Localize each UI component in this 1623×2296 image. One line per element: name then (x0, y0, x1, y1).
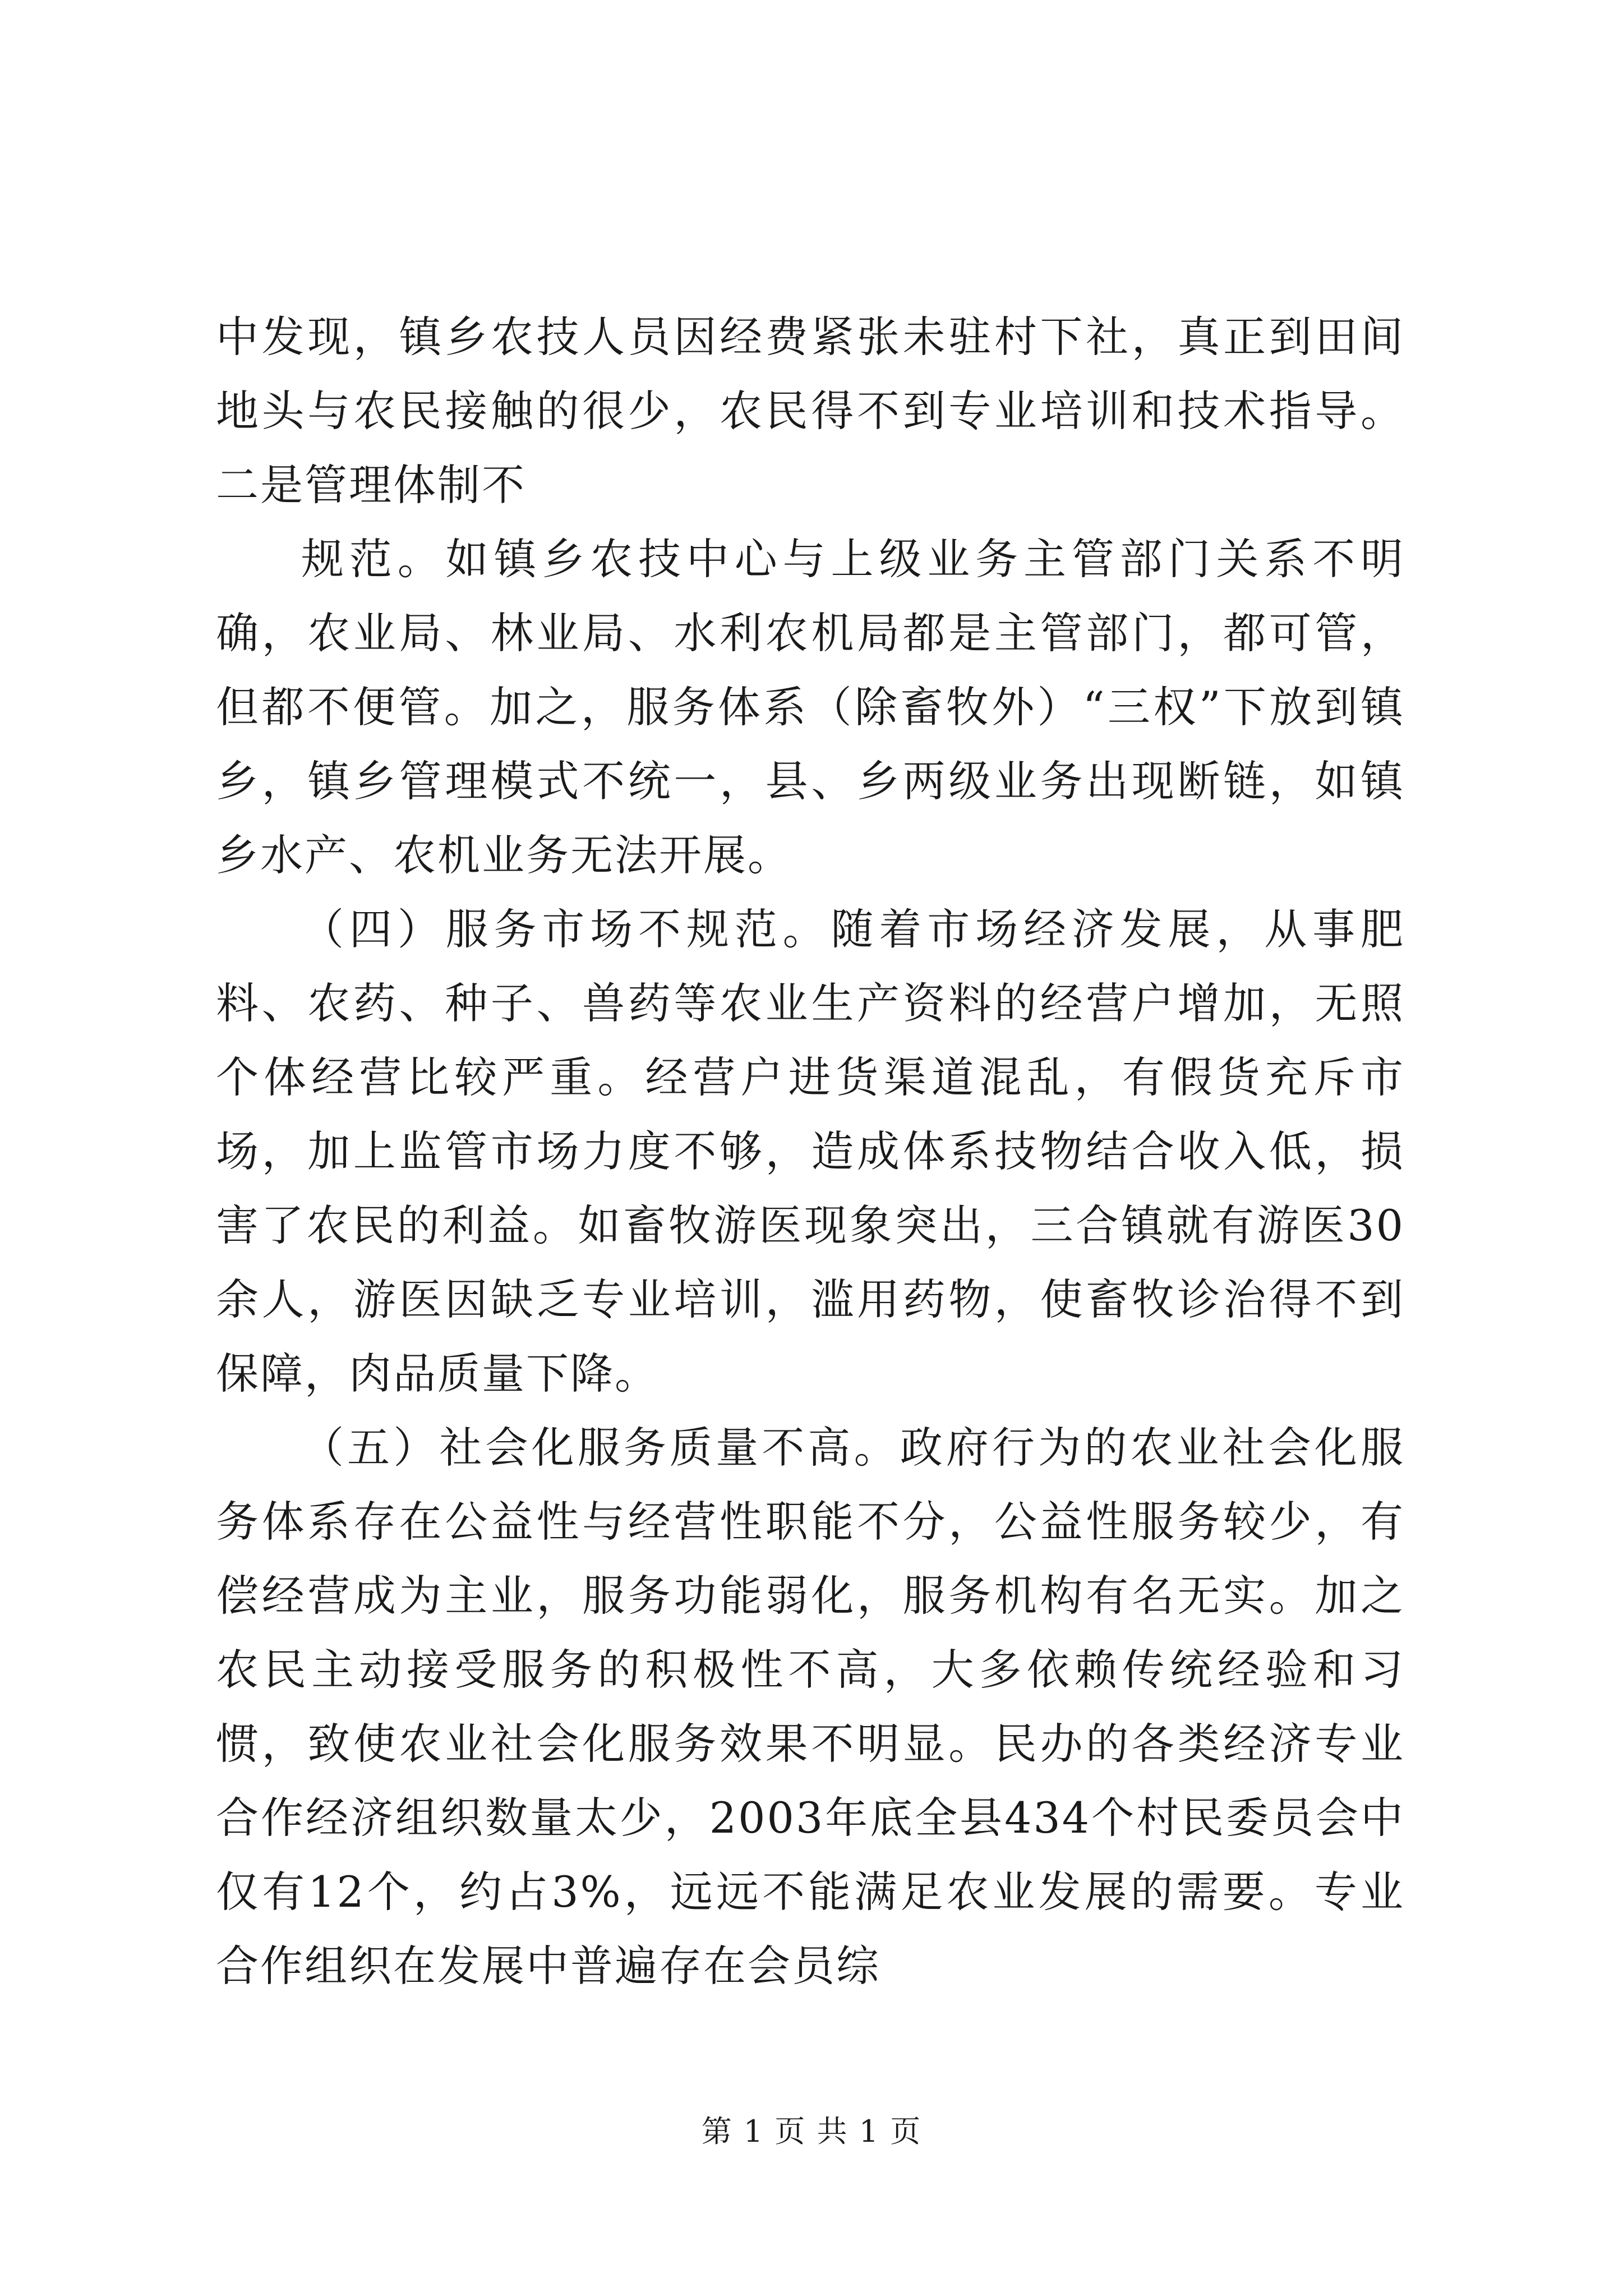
document-body (216, 300, 1405, 2003)
paragraph-3: （四）服务市场不规范。随着市场经济发展，从事肥料、农药、种子、兽药等农业生产资料的经营户增加，无照个体经营比较严重。经营户进货渠道混乱，有假货充斥市场，加上监管市场力度不够，造成体系技物结合收入低，损害了农民的利益。如畜牧游医现象突出，三合镇就有游医30余人，游医因缺乏专业培训，滥用药物，使畜牧诊治得不到保障，肉品质量下降。 (216, 904, 1405, 1398)
paragraph-1: 中发现，镇乡农技人员因经费紧张未驻村下社，真正到田间地头与农民接触的很少，农民得不到专业培训和技术指导。二是管理体制不 (216, 312, 1405, 510)
page-footer: 第 1 页 共 1 页 (701, 2114, 922, 2149)
paragraph-4: （五）社会化服务质量不高。政府行为的农业社会化服务体系存在公益性与经营性职能不分，公益性服务较少，有偿经营成为主业，服务功能弱化，服务机构有名无实。加之农民主动接受服务的积极性不高，大多依赖传统经验和习惯，致使农业社会化服务效果不明显。民办的各类经济专业合作经济组织数量太少，2003年底全县434个村民委员会中仅有12个，约占3%，远远不能满足农业发展的需要。专业合作组织在发展中普遍存在会员综 (216, 1423, 1405, 1991)
paragraph-2: 规范。如镇乡农技中心与上级业务主管部门关系不明确，农业局、林业局、水利农机局都是主管部门，都可管，但都不便管。加之，服务体系（除畜牧外）“三权”下放到镇乡，镇乡管理模式不统一，县、乡两级业务出现断链，如镇乡水产、农机业务无法开展。 (216, 534, 1405, 880)
